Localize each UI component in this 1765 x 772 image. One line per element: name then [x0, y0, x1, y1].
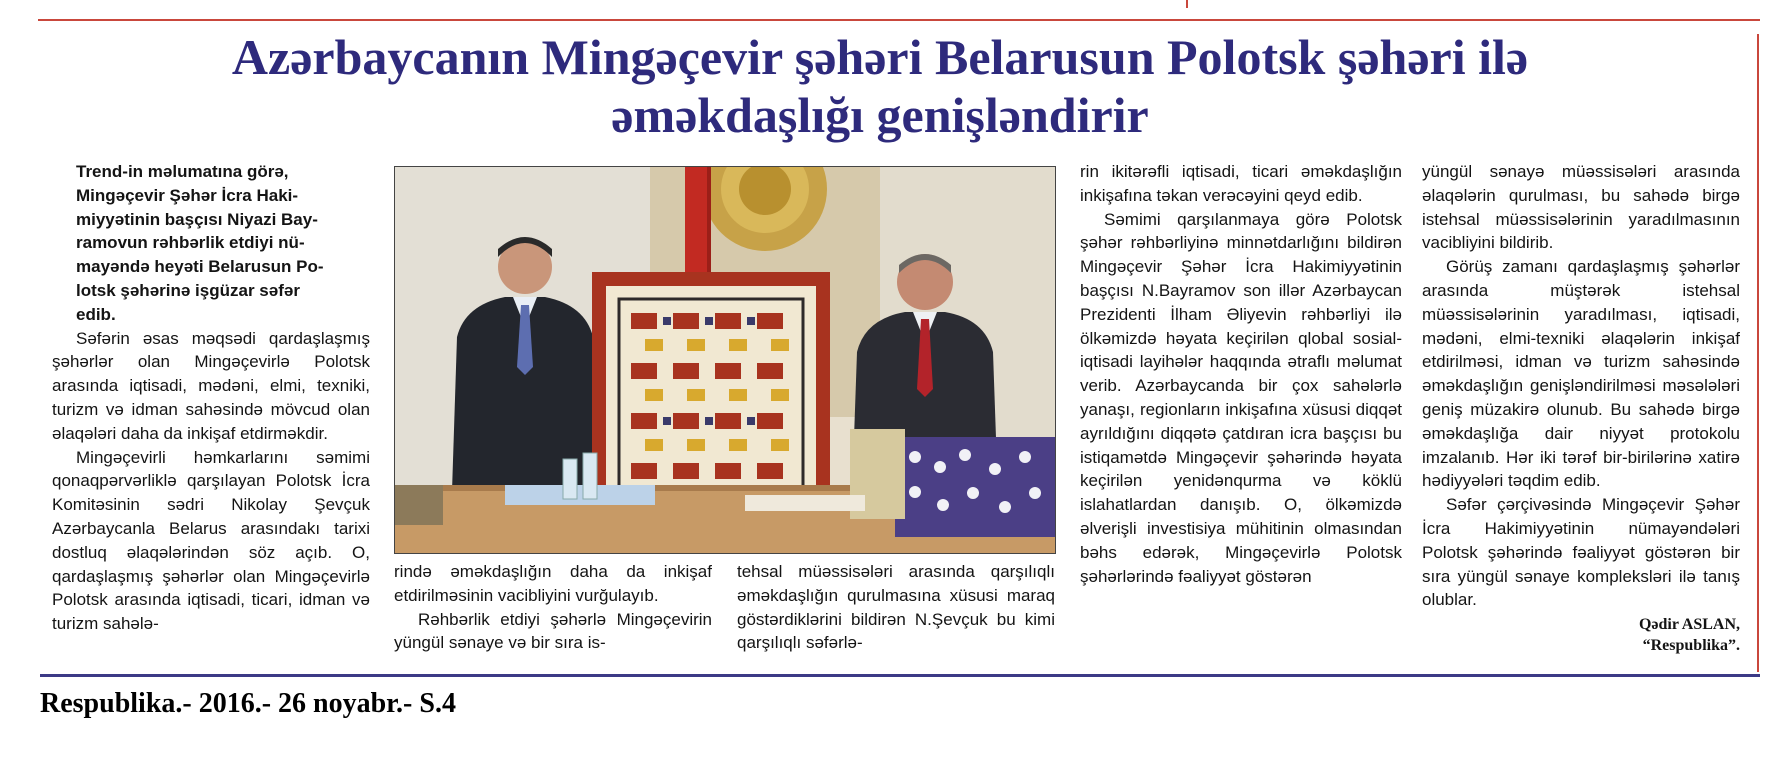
- water-bottle: [583, 453, 597, 499]
- author-source: “Respublika”.: [1642, 637, 1740, 655]
- lead-line: ramovun rəhbərlik etdiyi nü-: [76, 233, 305, 253]
- column-1: [52, 160, 370, 636]
- paragraph: Rəhbərlik etdiyi şəhərlə Mingəçevirin yüngül sənaye və bir sıra is-: [394, 609, 712, 653]
- papers: [745, 495, 865, 511]
- article-headline: [60, 28, 1700, 144]
- gift-bag: [895, 437, 1055, 537]
- paragraph: Səfər çərçivəsində Mingəçevir Şəhər İcra Hakimiyyətinin nümayəndələri Polotsk şəhərində fəaliyyət göstərən bir sıra yüngül sənaye kompleksləri ilə tanış olublar.: [1422, 495, 1740, 610]
- paragraph: Səfərin əsas məqsədi qardaşlaşmış şəhərlər olan Mingəçevirlə Polotsk arasında iqtisadi, mədəni, elmi, texniki, turizm və idman sahəsində mövcud olan əlaqələri daha da inkişaf etdirməkdir.: [52, 328, 370, 443]
- paragraph: Mingəçevirli həmkarlarını səmimi qonaqpərvərliklə qarşılayan Polotsk İcra Komitəsinin sədri Nikolay Şevçuk Azərbaycanla Belarus arasındakı tarixi dostluq əlaqələrindən söz açıb. O, qardaşlaşmış şəhərlər olan Mingəçevirlə Polotsk arasında iqtisadi, ticari, idman və turizm sahələ-: [52, 447, 370, 634]
- paragraph: Görüş zamanı qardaşlaşmış şəhərlər arasında müştərək istehsal müəssisələrinin yaradılması, iqtisadi, mədəni, elmi-texniki əlaqələrin inkişaf etdirilməsi, idman və turizm sahəsində əməkdaşlığın genişləndirilməsi məsələləri geniş müzakirə olunub. Bu sahədə birgə əməkdaşlığa dair niyyət protokolu imzalanıb. Hər iki tərəf bir-birilərinə xatirə hədiyyələri təqdim edib.: [1422, 257, 1740, 491]
- column-3: [737, 560, 1055, 655]
- paragraph: Səmimi qarşılanmaya görə Polotsk şəhər rəhbərliyinə minnətdarlığını bildirən Mingəçevir Şəhər İcra Hakimiyyətinin başçısı N.Bayramov son illər Azərbaycan Prezidenti İlham Əliyevin rəhbərliyi ilə ölkəmizdə həyata keçirilən qlobal sosial-iqtisadi layihələr haqqında ətraflı məlumat verib. Azərbaycanda bir çox sahələrlə yanaşı, regionların inkişafına xüsusi diqqət ayrıldığını diqqətə çatdıran icra başçısı bu istiqamətdə Mingəçevir şəhərində həyata keçirilən yenidənqurma və köklü islahatlardan danışıb. O, ölkəmizdə əlverişli investisiya mühitinin olmasından bəhs edərək, Mingəçevirlə Polotsk şəhərlərində fəaliyyət göstərən: [1080, 209, 1402, 586]
- lead-line: miyyətinin başçısı Niyazi Bay-: [76, 209, 318, 229]
- author-signature: [1422, 614, 1740, 656]
- lead-line: edib.: [76, 304, 116, 324]
- source-citation: Respublika.- 2016.- 26 noyabr.- S.4: [40, 688, 456, 719]
- lead-line: Mingəçevir Şəhər İcra Haki-: [76, 185, 299, 205]
- paragraph: rində əməkdaşlığın daha da inkişaf etdirilməsinin vacibliyini vurğulayıb.: [394, 562, 712, 605]
- paragraph: yüngül sənayə müəssisələri arasında əlaqələrin qurulması, bu sahədə birgə istehsal müəssisələrinin yaradılmasının vacibliyini bildirib.: [1422, 162, 1740, 253]
- column-5: [1422, 160, 1740, 656]
- photo-illustration: [395, 167, 1055, 553]
- column-2: [394, 560, 712, 655]
- right-red-rule: [1757, 34, 1759, 672]
- article-lead: [52, 160, 370, 327]
- column-4: [1080, 160, 1402, 588]
- headline-line-2: əməkdaşlığı genişləndirir: [611, 87, 1149, 143]
- article-photo: [394, 166, 1056, 554]
- water-bottle: [563, 459, 577, 499]
- lead-line: mayəndə heyəti Belarusun Po-: [76, 257, 324, 277]
- box: [395, 485, 443, 525]
- table-card: [505, 485, 655, 505]
- author-name: Qədir ASLAN,: [1638, 616, 1740, 634]
- paragraph: rin ikitərəfli iqtisadi, ticari əməkdaşlığın inkişafına təkan verəcəyini qeyd edib.: [1080, 162, 1402, 205]
- bottom-blue-rule: [40, 674, 1760, 677]
- lead-line: lotsk şəhərinə işgüzar səfər: [76, 280, 300, 300]
- headline-line-1: Azərbaycanın Mingəçevir şəhəri Belarusun Polotsk şəhəri ilə: [231, 29, 1529, 85]
- lead-line: Trend-in məlumatına görə,: [76, 162, 289, 181]
- top-red-rule: [38, 19, 1760, 21]
- paragraph: tehsal müəssisələri arasında qarşılıqlı əməkdaşlığın qurulmasına xüsusi maraq göstərdiklərini bildirən N.Şevçuk bu kimi qarşılıqlı səfərlə-: [737, 562, 1055, 653]
- top-rule-tick: [1186, 0, 1188, 8]
